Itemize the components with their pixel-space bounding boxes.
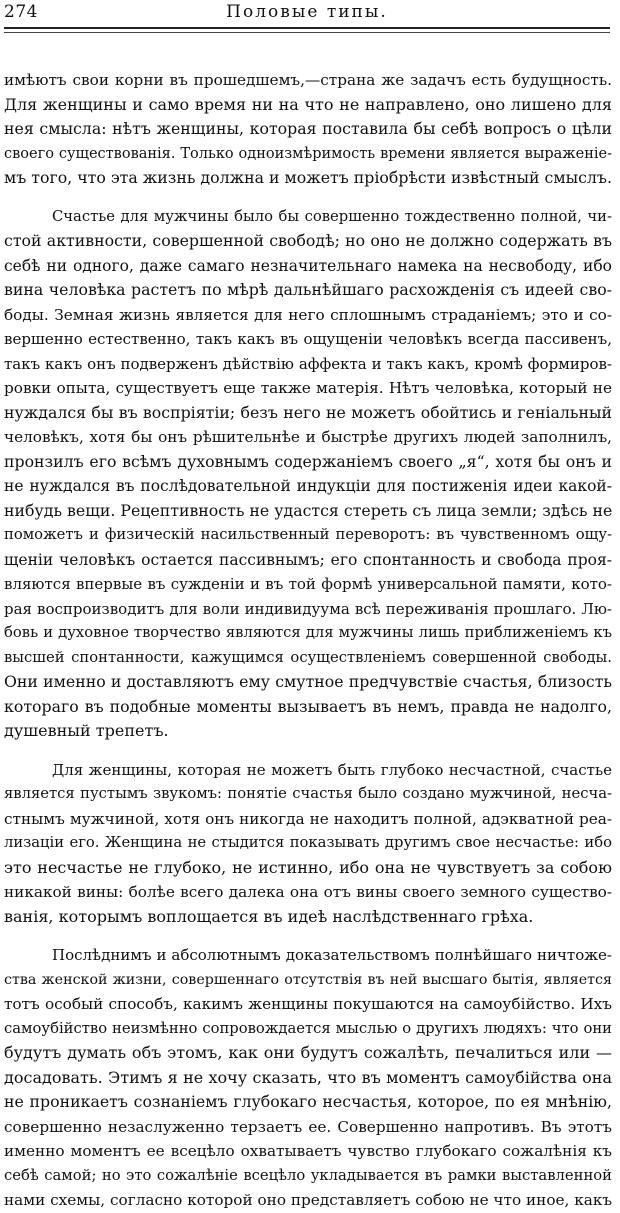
text-line: стой активности, совершенной свободѣ; но оно не должно содержать въ [4, 231, 612, 250]
paragraph-gap [4, 744, 612, 758]
text-line: своего существованія. Только одноизмѣримость времени является выраженіе- [4, 145, 612, 162]
text-line: мъ того, что эта жизнь должна и можетъ пріобрѣсти извѣстный смыслъ. [4, 168, 612, 187]
text-line: боды. Земная жизнь является для него сплошнымъ страданіемъ; это и со- [4, 305, 612, 324]
running-title: Половые типы. [226, 2, 388, 22]
text-line: ства женской жизни, совершеннаго отсутствія въ ней высшаго бытія, является [4, 971, 612, 988]
paragraph [4, 758, 612, 930]
paragraph-gap [4, 191, 612, 205]
text-line: Для женщины и само время ни на что не направлено, оно лишено для [4, 94, 612, 114]
text-line: имѣютъ свои корни въ прошедшемъ,—страна же задачъ есть будущность. [4, 71, 612, 89]
text-line: нуждался бы въ воспріятіи; безъ него не можетъ обойтись и геніальный [4, 402, 612, 422]
text-line: вершенно естественно, такъ какъ въ ощущеніи человѣкъ всегда пассивенъ, [4, 330, 612, 348]
text-line: Счастье для мужчины было бы совершенно тождественно полной, чи- [52, 207, 612, 225]
text-line: Послѣднимъ и абсолютнымъ доказательствомъ полнѣйшаго ничтоже- [52, 946, 612, 964]
text-line: тотъ особый способъ, какимъ женщины покушаются на самоубійство. Ихъ [4, 995, 612, 1013]
body-text [4, 68, 612, 1213]
text-line: никакой вины: болѣе всего далека она отъ вины своего земного существо- [4, 883, 612, 901]
text-line: себѣ ни одного, даже самаго незначительнаго намека на несвободу, ибо [4, 256, 612, 275]
text-line: вляются впервые въ сужденіи и въ той формѣ универсальной памяти, кото- [4, 575, 612, 593]
text-line: бовь и духовное творчество являются для мужчины лишь приближеніемъ къ [4, 624, 612, 641]
text-line: поможетъ и физическій насильственный переворотъ: въ чувственномъ ощу- [4, 526, 612, 543]
text-line: нами схемы, согласно которой оно представляетъ собою не что иное, какъ [4, 1191, 612, 1209]
paragraph [4, 68, 612, 191]
header-rule-thin [4, 32, 610, 33]
paragraph-gap [4, 929, 612, 943]
text-line: не проникаетъ сознаніемъ глубокаго несчастья, которое, по ея мнѣнію, [4, 1092, 612, 1111]
text-line: душевный трепетъ. [4, 721, 169, 740]
text-line: такъ какъ онъ подверженъ дѣйствію аффекта и такъ какъ, кромѣ формиров- [4, 354, 612, 373]
text-line: ровки опыта, существуетъ еще также матерія. Нѣтъ человѣка, который не [4, 379, 612, 397]
text-line: именно моментъ ее всецѣло охватываетъ чувство глубокаго сожалѣнія къ [4, 1142, 612, 1160]
text-line: ванія, которымъ воплощается въ идеѣ наслѣдственнаго грѣха. [4, 906, 534, 926]
text-line: Они именно и доставляютъ ему смутное предчувствіе счастья, близость [4, 672, 612, 691]
text-line: Для женщины, которая не можетъ быть глубоко несчастной, счастье [52, 760, 612, 779]
text-line: не нуждался въ послѣдовательной индукціи для постиженія идеи какой- [4, 477, 612, 495]
text-line: котораго въ подобные моменты вызываетъ въ немъ, правда не надолго, [4, 696, 612, 716]
paragraph [4, 943, 612, 1213]
text-line: пронзилъ его всѣмъ духовнымъ содержаніемъ своего „я“, хотя бы онъ и [4, 451, 612, 471]
text-line: это несчастье не глубоко, не истинно, ибо она не чувствуетъ за собою [4, 857, 612, 877]
text-line: совершенно незаслуженно терзаетъ ее. Совершенно напротивъ. Въ этотъ [4, 1117, 612, 1136]
running-header [4, 0, 610, 26]
paragraph [4, 205, 612, 744]
text-line: щеніи человѣкъ остается пассивнымъ; его спонтанность и свобода проя- [4, 550, 612, 569]
text-line: рая воспроизводитъ для воли индивидуума всѣ переживанія прошлаго. Лю- [4, 599, 612, 618]
text-line: является пустымъ звукомъ: понятіе счастья было создано мужчиной, несча- [4, 785, 612, 802]
text-line: нибудь вещи. Рецептивность не удастся стереть съ лица земли; здѣсь не [4, 500, 612, 520]
text-line: самоубійство неизмѣнно сопровождается мыслью о другихъ людяхъ: что они [4, 1019, 612, 1037]
text-line: вина человѣка растетъ по мѣрѣ дальнѣйшаго расхожденія съ идеей сво- [4, 280, 612, 299]
text-line: человѣкъ, хотя бы онъ рѣшительнѣе и быстрѣе другихъ людей заполнилъ, [4, 428, 612, 446]
text-line: досадовать. Этимъ я не хочу сказать, что въ моментъ самоубійства она [4, 1067, 612, 1087]
text-line: высшей спонтанности, кажущимся осуществленіемъ совершенной свободы. [4, 648, 612, 666]
text-line: лизаціи его. Женщина не стыдится показывать другимъ свое несчастье: ибо [4, 834, 612, 851]
page-number: 274 [4, 2, 38, 22]
header-rule-thick [4, 27, 610, 29]
text-line: себѣ самой; но это сожалѣніе всецѣло укладывается въ рамки выставленной [4, 1166, 612, 1184]
text-line: будутъ думать объ этомъ, как они будутъ сожалѣть, печалиться или — [4, 1043, 612, 1062]
text-line: стнымъ мужчиной, хотя онъ никогда не находитъ полной, адэкватной реа- [4, 809, 612, 828]
text-line: нея смысла: нѣтъ женщины, которая поставила бы себѣ вопросъ о цѣли [4, 119, 612, 138]
